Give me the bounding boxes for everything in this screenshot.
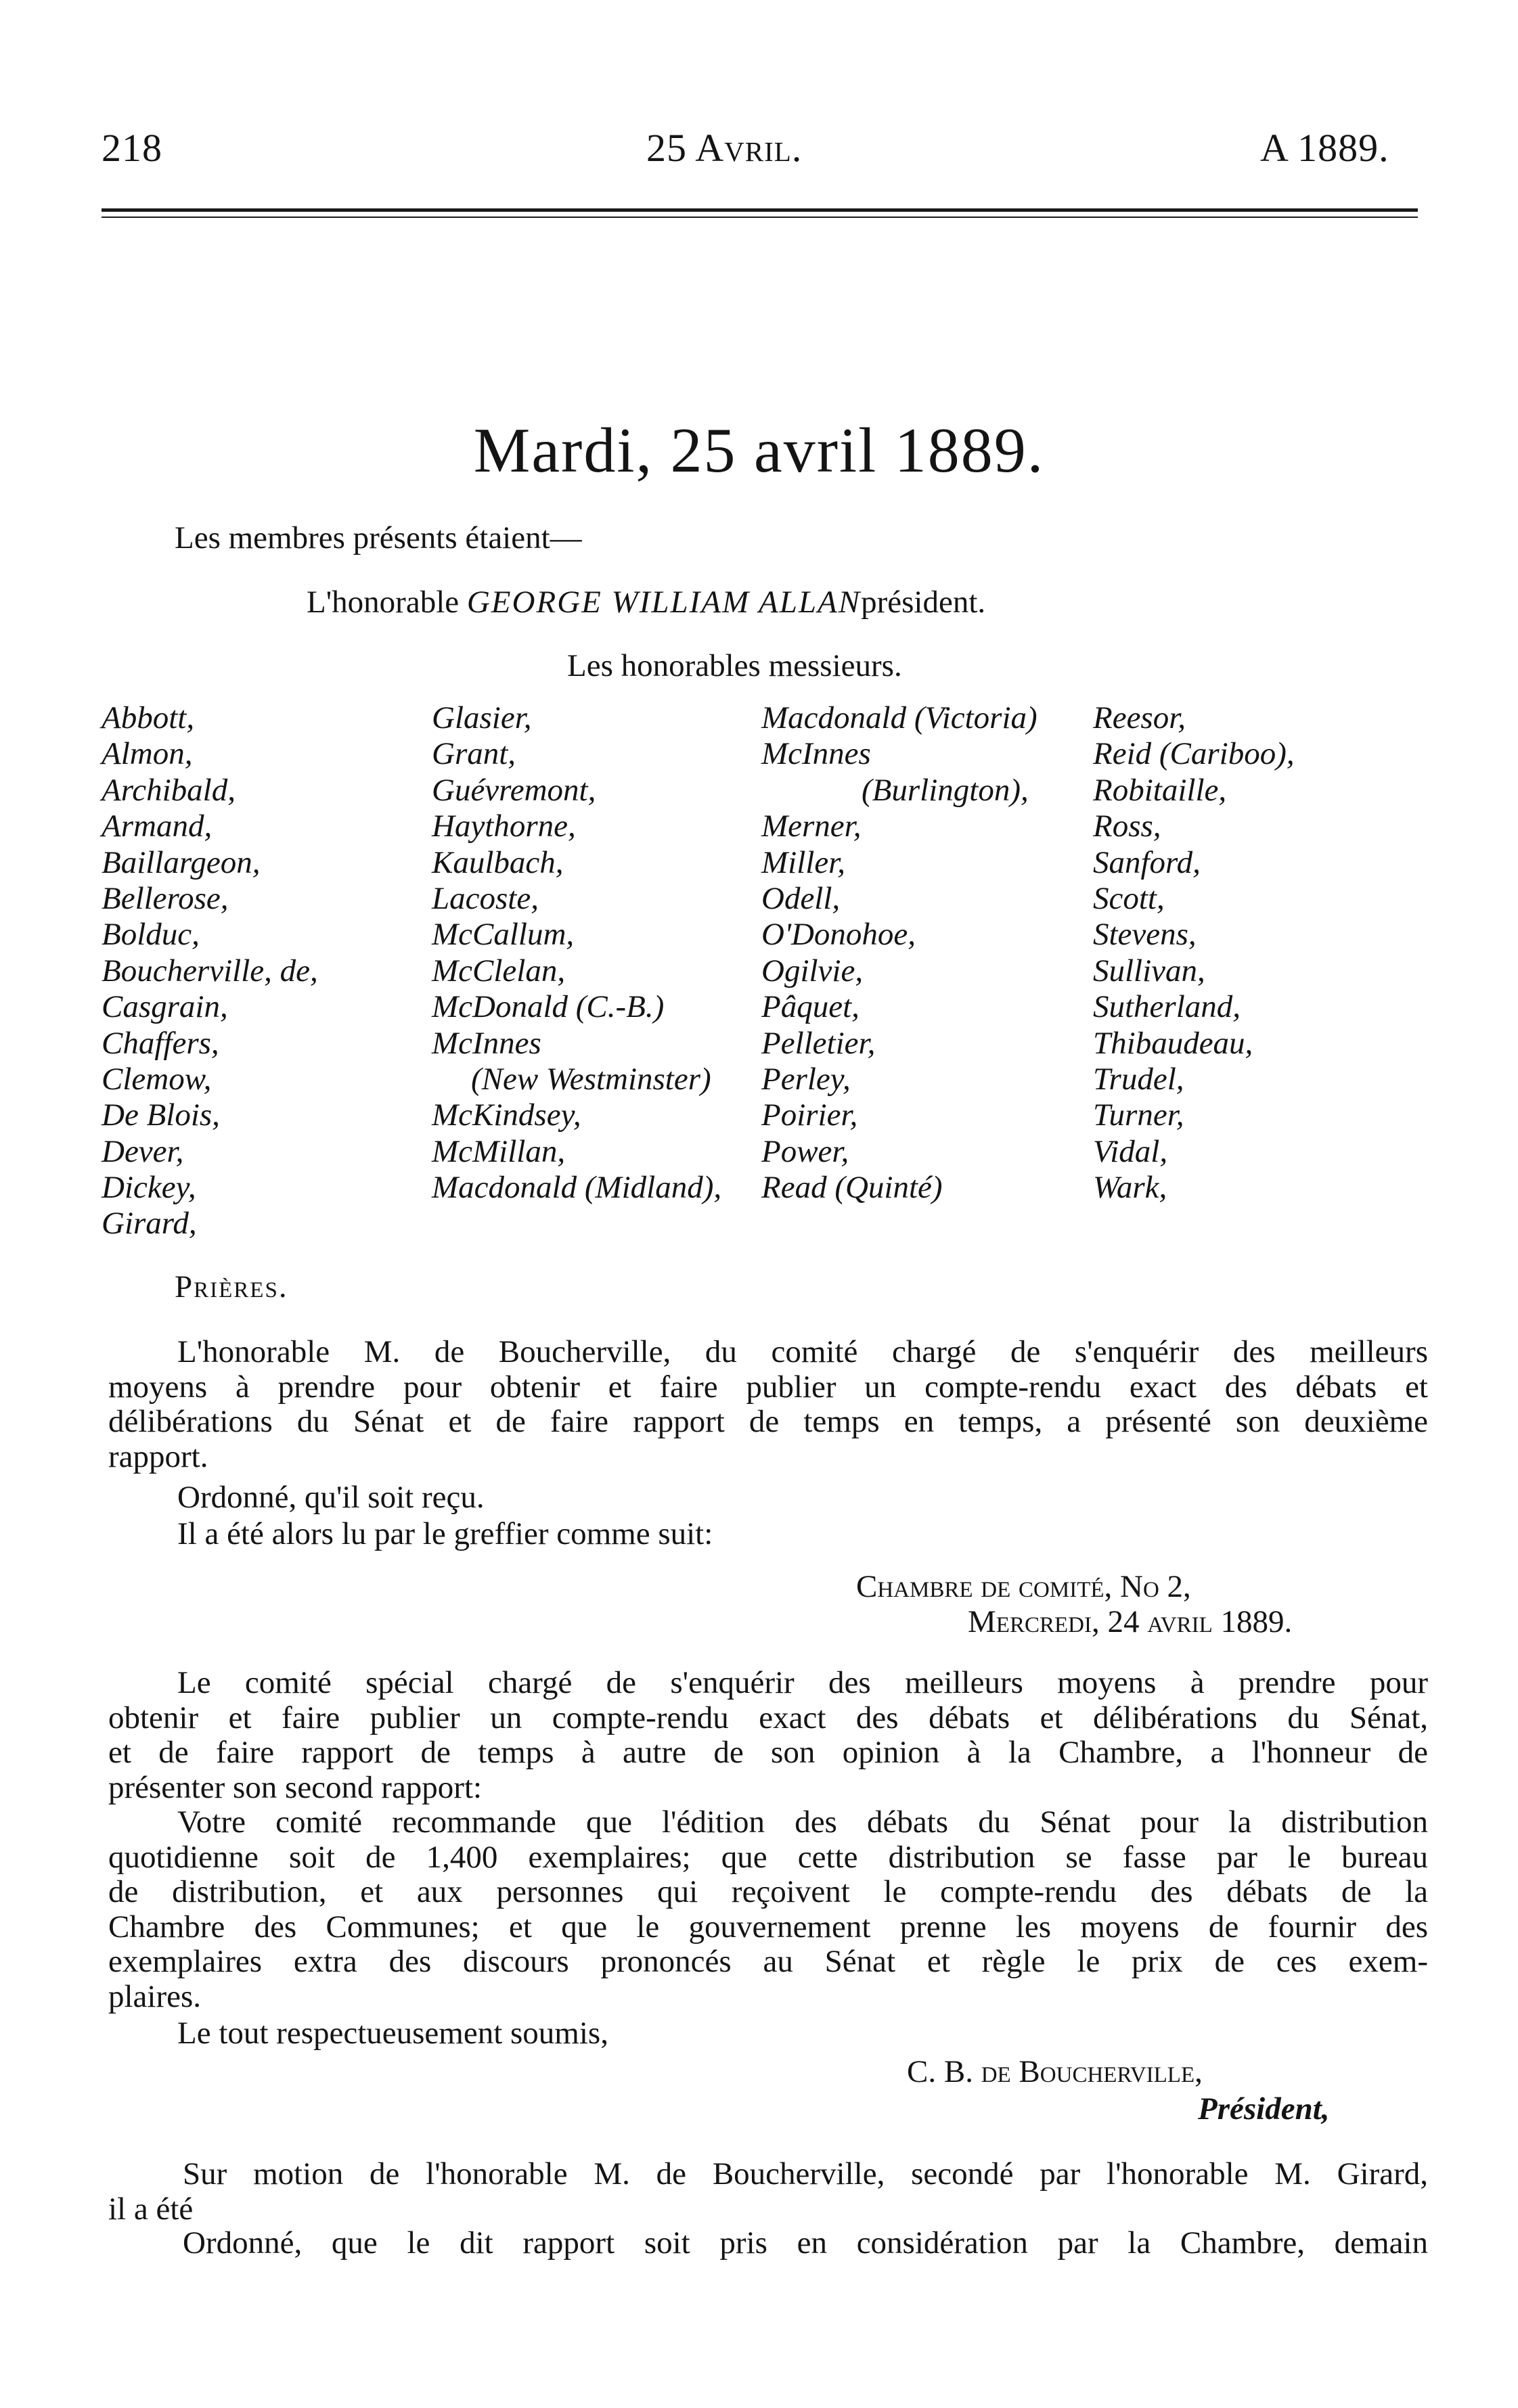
member-name: Thibaudeau, bbox=[1093, 1025, 1253, 1061]
member-name: McMillan, bbox=[432, 1133, 566, 1169]
member-name: McClelan, bbox=[432, 953, 566, 989]
member-name: Lacoste, bbox=[432, 880, 539, 916]
member-name: Bellerose, bbox=[102, 880, 229, 916]
report-date: Mercredi, 24 avril 1889. bbox=[968, 1604, 1293, 1639]
member-name: Glasier, bbox=[432, 700, 532, 735]
paragraph-line: Ordonné, que le dit rapport soit pris en considération par la Chambre, demain bbox=[183, 2225, 1428, 2261]
member-name: Scott, bbox=[1093, 880, 1165, 916]
paragraph-line: délibérations du Sénat et de faire rapport de temps en temps, a présenté son deuxième bbox=[108, 1404, 1428, 1440]
recommendation-paragraph bbox=[108, 1805, 1428, 2015]
member-name: Perley, bbox=[761, 1061, 851, 1097]
member-name: Grant, bbox=[432, 736, 516, 772]
paragraph-line: Le comité spécial chargé de s'enquérir des meilleurs moyens à prendre pour bbox=[177, 1665, 1428, 1700]
member-name: Sanford, bbox=[1093, 844, 1201, 880]
read-by-clerk: Il a été alors lu par le greffier comme suit: bbox=[177, 1516, 713, 1551]
header-date: 25 Avril. bbox=[646, 126, 803, 170]
members-column-4 bbox=[1093, 700, 1295, 1206]
report-presented-paragraph bbox=[108, 1335, 1428, 1474]
member-name: Reid (Cariboo), bbox=[1093, 736, 1295, 772]
member-name: Robitaille, bbox=[1093, 772, 1227, 808]
member-name: Sullivan, bbox=[1093, 953, 1205, 989]
report-paragraph bbox=[108, 1666, 1428, 1805]
member-name: Archibald, bbox=[102, 772, 236, 808]
members-intro: Les membres présents étaient— bbox=[175, 520, 582, 555]
paragraph-line: rapport. bbox=[108, 1438, 208, 1474]
paragraph-line: plaires. bbox=[108, 1978, 202, 2014]
paragraph-line: Votre comité recommande que l'édition des débats du Sénat pour la distribution bbox=[177, 1804, 1428, 1840]
member-name: De Blois, bbox=[102, 1097, 220, 1133]
members-column-1 bbox=[102, 700, 318, 1242]
header-rule-thick bbox=[102, 208, 1418, 212]
page-title: Mardi, 25 avril 1889. bbox=[473, 415, 1045, 486]
paragraph-line: Chambre des Communes; et que le gouvernement prenne les moyens de fournir des bbox=[108, 1909, 1428, 1945]
member-name: Vidal, bbox=[1093, 1133, 1168, 1169]
member-name: Abbott, bbox=[102, 700, 195, 735]
paragraph-line: quotidienne soit de 1,400 exemplaires; que cette distribution se fasse par le bureau bbox=[108, 1839, 1428, 1875]
header-year: A 1889. bbox=[1260, 126, 1389, 170]
member-name: Dever, bbox=[102, 1133, 184, 1169]
president-name: GEORGE WILLIAM ALLAN bbox=[466, 585, 862, 620]
paragraph-line: il a été bbox=[108, 2191, 194, 2227]
member-name: McCallum, bbox=[432, 917, 575, 953]
paragraph-line: présenter son second rapport: bbox=[108, 1769, 483, 1805]
member-name: (Burlington), bbox=[862, 772, 1029, 808]
member-name: Ogilvie, bbox=[761, 953, 864, 989]
member-name: Kaulbach, bbox=[432, 844, 564, 880]
member-name: Baillargeon, bbox=[102, 844, 261, 880]
member-name: Turner, bbox=[1093, 1097, 1184, 1133]
paragraph-line: et de faire rapport de temps à autre de son opinion à la Chambre, a l'honneur de bbox=[108, 1735, 1428, 1771]
member-name: Pâquet, bbox=[761, 989, 860, 1025]
member-name: Almon, bbox=[102, 736, 193, 772]
prieres-heading: Prières. bbox=[175, 1269, 288, 1304]
member-name: Trudel, bbox=[1093, 1061, 1184, 1097]
member-name: Bolduc, bbox=[102, 917, 200, 953]
members-column-3 bbox=[761, 700, 1037, 1206]
member-name: Power, bbox=[761, 1133, 849, 1169]
president-prefix: L'honorable bbox=[307, 585, 460, 620]
signature-name: C. B. de Boucherville, bbox=[907, 2054, 1203, 2089]
member-name: Macdonald (Midland), bbox=[432, 1170, 722, 1206]
member-name: Read (Quinté) bbox=[761, 1170, 943, 1206]
member-name: Merner, bbox=[761, 809, 862, 844]
paragraph-line: de distribution, et aux personnes qui reçoivent le compte-rendu des débats de la bbox=[108, 1874, 1428, 1910]
respectfully-submitted: Le tout respectueusement soumis, bbox=[177, 2016, 608, 2051]
member-name: Chaffers, bbox=[102, 1025, 219, 1061]
member-name: (New Westminster) bbox=[471, 1061, 711, 1097]
members-column-2 bbox=[432, 700, 721, 1206]
member-name: McInnes bbox=[761, 736, 871, 772]
member-name: Boucherville, de, bbox=[102, 953, 318, 989]
honorables-heading: Les honorables messieurs. bbox=[567, 648, 902, 683]
member-name: Wark, bbox=[1093, 1170, 1167, 1206]
paragraph-line: Sur motion de l'honorable M. de Boucherville, secondé par l'honorable M. Girard, bbox=[183, 2156, 1428, 2191]
member-name: Odell, bbox=[761, 880, 841, 916]
header-rule-thin bbox=[102, 217, 1418, 218]
president-suffix: président. bbox=[861, 585, 986, 620]
order-paragraph bbox=[108, 2226, 1428, 2261]
member-name: Guévremont, bbox=[432, 772, 596, 808]
member-name: Pelletier, bbox=[761, 1025, 876, 1061]
ordered-received: Ordonné, qu'il soit reçu. bbox=[177, 1480, 485, 1515]
member-name: McInnes bbox=[432, 1025, 541, 1061]
member-name: McDonald (C.-B.) bbox=[432, 989, 665, 1025]
member-name: Armand, bbox=[102, 809, 213, 844]
page-number: 218 bbox=[102, 126, 162, 170]
member-name: Girard, bbox=[102, 1206, 197, 1242]
member-name: Sutherland, bbox=[1093, 989, 1241, 1025]
president-line bbox=[307, 584, 985, 620]
member-name: Poirier, bbox=[761, 1097, 858, 1133]
member-name: Miller, bbox=[761, 844, 846, 880]
paragraph-line: moyens à prendre pour obtenir et faire publier un compte-rendu exact des débats et bbox=[108, 1369, 1428, 1405]
member-name: Reesor, bbox=[1093, 700, 1186, 735]
member-name: Ross, bbox=[1093, 809, 1161, 844]
member-name: O'Donohoe, bbox=[761, 917, 916, 953]
motion-paragraph bbox=[108, 2157, 1428, 2227]
committee-room: Chambre de comité, No 2, bbox=[856, 1569, 1191, 1604]
member-name: Stevens, bbox=[1093, 917, 1197, 953]
member-name: Dickey, bbox=[102, 1170, 196, 1206]
signature-title: Président, bbox=[1198, 2091, 1330, 2127]
paragraph-line: obtenir et faire publier un compte-rendu exact des débats et délibérations du Sénat, bbox=[108, 1700, 1428, 1735]
paragraph-line: L'honorable M. de Boucherville, du comité chargé de s'enquérir des meilleurs bbox=[177, 1334, 1428, 1369]
member-name: McKindsey, bbox=[432, 1097, 581, 1133]
member-name: Haythorne, bbox=[432, 809, 576, 844]
member-name: Clemow, bbox=[102, 1061, 212, 1097]
member-name: Casgrain, bbox=[102, 989, 228, 1025]
member-name: Macdonald (Victoria) bbox=[761, 700, 1037, 735]
paragraph-line: exemplaires extra des discours prononcés au Sénat et règle le prix de ces exem- bbox=[108, 1944, 1428, 1980]
